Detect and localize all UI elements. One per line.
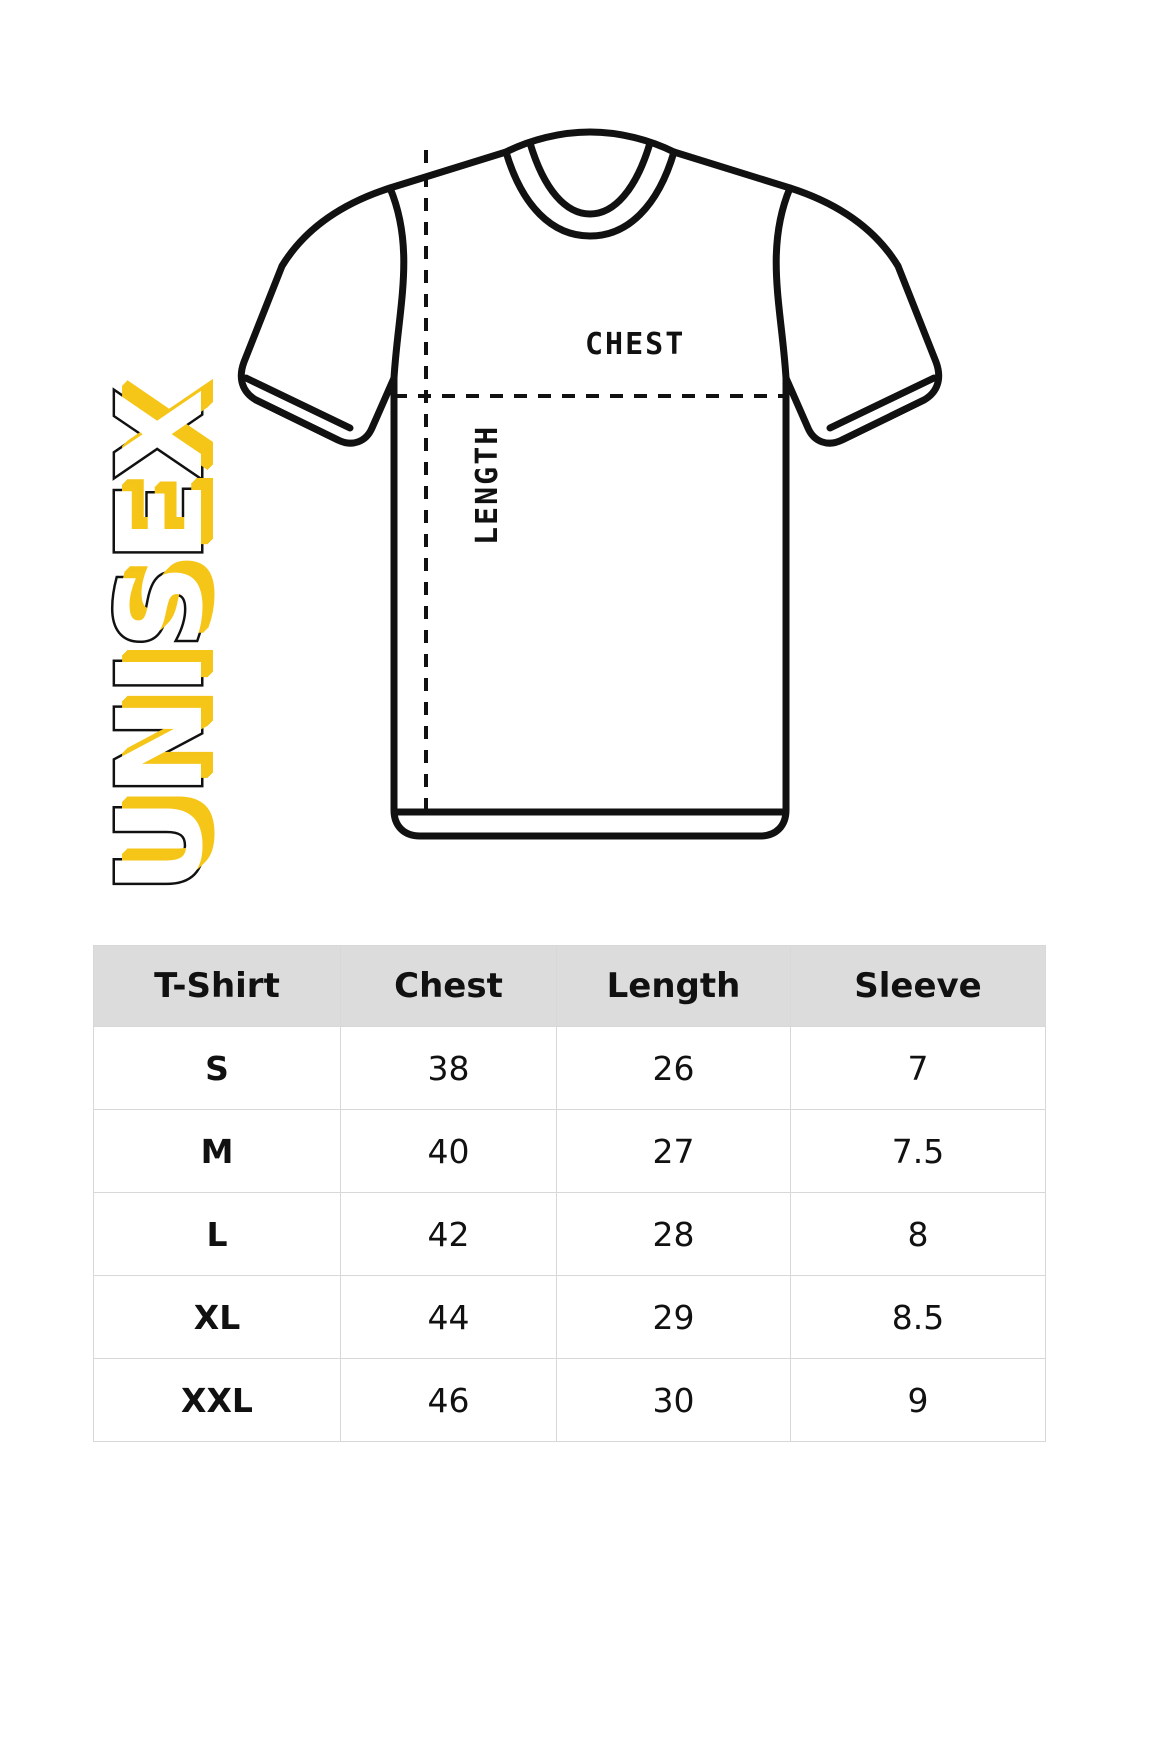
cell-chest: 46 bbox=[341, 1359, 557, 1442]
column-header-tshirt: T-Shirt bbox=[94, 946, 341, 1027]
column-header-length: Length bbox=[557, 946, 791, 1027]
table-row bbox=[94, 1027, 1046, 1110]
tshirt-front-outline-icon bbox=[230, 110, 950, 870]
length-measure-label: LENGTH bbox=[470, 424, 505, 545]
table-row bbox=[94, 1193, 1046, 1276]
cell-chest: 40 bbox=[341, 1110, 557, 1193]
table-row bbox=[94, 1110, 1046, 1193]
table-row bbox=[94, 1276, 1046, 1359]
cell-chest: 38 bbox=[341, 1027, 557, 1110]
cell-size: XL bbox=[94, 1276, 341, 1359]
cell-size: M bbox=[94, 1110, 341, 1193]
size-chart-table bbox=[93, 945, 1046, 1442]
cell-sleeve: 7 bbox=[791, 1027, 1046, 1110]
cell-chest: 42 bbox=[341, 1193, 557, 1276]
cell-size: L bbox=[94, 1193, 341, 1276]
chest-measure-label: CHEST bbox=[585, 327, 686, 362]
cell-sleeve: 9 bbox=[791, 1359, 1046, 1442]
column-header-sleeve: Sleeve bbox=[791, 946, 1046, 1027]
cell-sleeve: 8.5 bbox=[791, 1276, 1046, 1359]
table-row bbox=[94, 1359, 1046, 1442]
cell-length: 27 bbox=[557, 1110, 791, 1193]
table-header-row bbox=[94, 946, 1046, 1027]
cell-size: S bbox=[94, 1027, 341, 1110]
cell-length: 29 bbox=[557, 1276, 791, 1359]
unisex-wordmark bbox=[30, 386, 290, 894]
cell-length: 28 bbox=[557, 1193, 791, 1276]
cell-chest: 44 bbox=[341, 1276, 557, 1359]
column-header-chest: Chest bbox=[341, 946, 557, 1027]
cell-length: 30 bbox=[557, 1359, 791, 1442]
cell-sleeve: 8 bbox=[791, 1193, 1046, 1276]
cell-length: 26 bbox=[557, 1027, 791, 1110]
cell-sleeve: 7.5 bbox=[791, 1110, 1046, 1193]
cell-size: XXL bbox=[94, 1359, 341, 1442]
unisex-wordmark-text: UNISEX bbox=[91, 386, 229, 894]
